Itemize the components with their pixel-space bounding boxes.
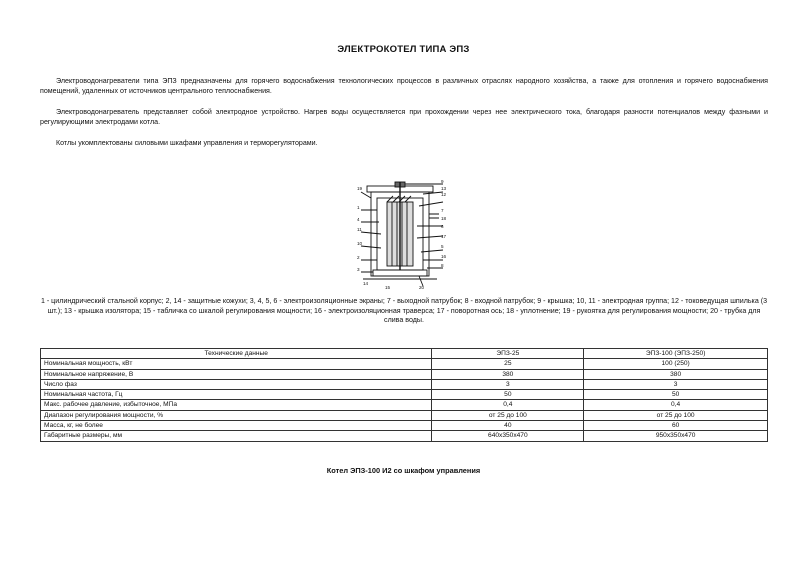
table-cell: от 25 до 100 <box>584 410 768 420</box>
paragraph-purpose: Электроводонагреватели типа ЭПЗ предназначены для горячего водоснабжения технологических процессов в различных отраслях народного хозяйства, а также для отопления и горячего водоснабжения помещений, удаленных от источников центрального теплоснабжения. <box>40 77 768 96</box>
figure-label: 15 <box>385 285 391 290</box>
figure-label: 3 <box>357 267 360 272</box>
figure-label: 6 <box>441 224 444 229</box>
figure-label: 4 <box>357 217 360 222</box>
table-cell: 380 <box>432 369 584 379</box>
table-cell: 0,4 <box>584 400 768 410</box>
table-cell: от 25 до 100 <box>432 410 584 420</box>
table-cell: 640x350x470 <box>432 431 584 441</box>
page-title: ЭЛЕКТРОКОТЕЛ ТИПА ЭПЗ <box>337 44 470 55</box>
table-cell: 380 <box>584 369 768 379</box>
table-cell: 950x350x470 <box>584 431 768 441</box>
figure-label: 1 <box>357 205 360 210</box>
figure-label: 11 <box>357 227 362 232</box>
paragraph-design: Электроводонагреватель представляет собой электродное устройство. Нагрев воды осуществляется при прохождении через нее электрического тока, благодаря разности потенциалов между фазными и регулирующими электродами котла. <box>40 108 768 127</box>
table-row <box>41 421 768 431</box>
table-cell: 0,4 <box>432 400 584 410</box>
figure-label: 7 <box>441 208 444 213</box>
header-epz-25: ЭПЗ-25 <box>432 349 584 359</box>
table-row <box>41 359 768 369</box>
paragraph-equipment: Котлы укомплектованы силовыми шкафами управления и терморегуляторами. <box>56 139 318 147</box>
figure-label: 14 <box>363 281 369 286</box>
table-row <box>41 390 768 400</box>
figure-label: 18 <box>441 216 447 221</box>
figure-caption: 1 - цилиндрический стальной корпус; 2, 14 - защитные кожухи; 3, 4, 5, 6 - электроизоляционные экраны; 7 - выходной патрубок; 8 - входной патрубок; 9 - крышка; 10, 11 - электродная группа; 12 - токоведущая шпилька (3 шт.); 13 - крышка изолятора; 15 - табличка со шкалой регулирования мощности; 16 - электроизоляционная траверса; 17 - поворотная ось; 18 - уплотнение; 19 - рукоятка для регулирования мощности; 20 - трубка для слива воды. <box>40 297 768 325</box>
table-row <box>41 369 768 379</box>
table-row <box>41 400 768 410</box>
table-cell: Число фаз <box>41 379 432 389</box>
table-cell: Номинальная частота, Гц <box>41 390 432 400</box>
figure-label: 16 <box>441 254 447 259</box>
table-cell: 40 <box>432 421 584 431</box>
section-subtitle: Котел ЭПЗ-100 И2 со шкафом управления <box>326 466 481 475</box>
boiler-diagram <box>357 180 447 290</box>
table-cell: Номинальная мощность, кВт <box>41 359 432 369</box>
table-header-row <box>41 349 768 359</box>
table-cell: Диапазон регулирования мощности, % <box>41 410 432 420</box>
figure-label: 5 <box>441 244 444 249</box>
figure-label: 13 <box>441 186 447 191</box>
figure-label: 20 <box>419 285 425 290</box>
table-cell: Масса, кг, не более <box>41 421 432 431</box>
figure-label: 10 <box>357 241 363 246</box>
figure-label: 9 <box>441 180 444 184</box>
table-cell: 60 <box>584 421 768 431</box>
table-cell: 3 <box>432 379 584 389</box>
figure-label: 12 <box>441 192 447 197</box>
figure-label: 19 <box>357 186 363 191</box>
table-cell: Макс. рабочее давление, избыточное, МПа <box>41 400 432 410</box>
table-cell: 50 <box>584 390 768 400</box>
table-cell: 100 (250) <box>584 359 768 369</box>
table-row <box>41 431 768 441</box>
table-cell: Номинальное напряжение, В <box>41 369 432 379</box>
table-row <box>41 410 768 420</box>
header-parameter: Технические данные <box>41 349 432 359</box>
table-row <box>41 379 768 389</box>
table-cell: 3 <box>584 379 768 389</box>
figure-label: 17 <box>441 234 447 239</box>
table-cell: 25 <box>432 359 584 369</box>
figure-label: 2 <box>357 255 360 260</box>
technical-data-table <box>40 348 768 442</box>
header-epz-100: ЭПЗ-100 (ЭПЗ-250) <box>584 349 768 359</box>
table-cell: 50 <box>432 390 584 400</box>
table-cell: Габаритные размеры, мм <box>41 431 432 441</box>
figure-label: 8 <box>441 263 444 268</box>
